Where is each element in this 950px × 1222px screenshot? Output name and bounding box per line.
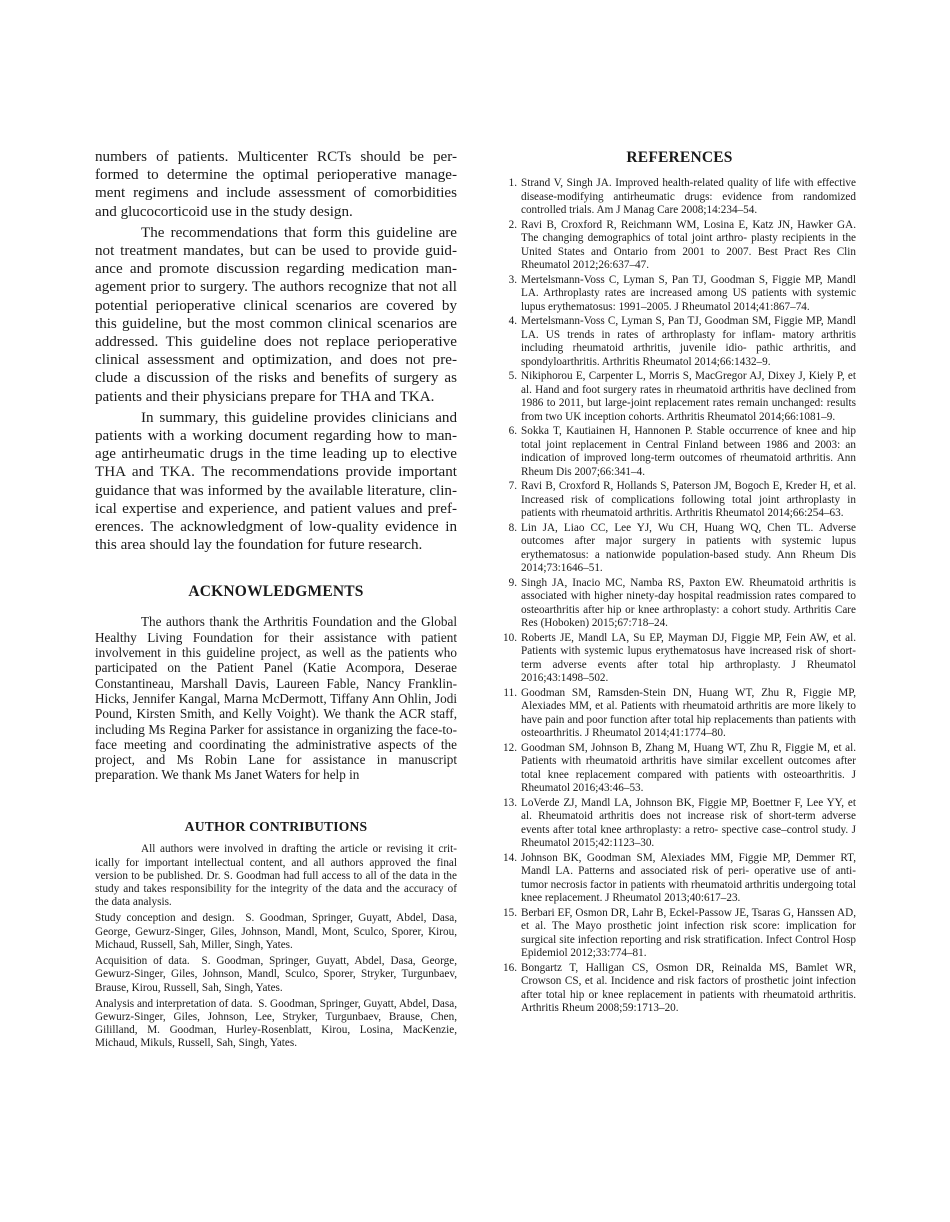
author-contributions-heading: AUTHOR CONTRIBUTIONS	[184, 819, 368, 835]
contribution-label: Study conception and design.	[95, 912, 235, 925]
reference-number: 1.	[508, 177, 517, 189]
reference-number: 10.	[503, 631, 517, 644]
body-paragraph-3: In summary, this guideline provides clinicians and patients with a working document regarding how to man- age antirheumatic drugs in the time leading up to elective THA and TKA. The recommendations provide important guidance that was informed by the available literature, clin- ical expertise and experience, and patient values and pref- erences. The acknowledgment of low-quality evidence in this area should lay the foundation for future research.	[95, 409, 457, 554]
reference-item	[503, 742, 856, 796]
contribution-names: S. Goodman, Springer, Guyatt, Abdel, Dasa, Gewurz-Singer, Giles, Johnson, Lee, Stryker, Turgunbaev, Brause, Chen, Gililland, M. Goodman, Hurley-Rosenblatt, Kirou, Losina, MacKenzie, Michaud, Mikuls, Russell, Sah, Singh, Yates.	[95, 997, 457, 1050]
reference-number: 8.	[508, 521, 517, 534]
right-column	[503, 148, 856, 1017]
reference-number: 13.	[503, 796, 517, 809]
reference-number: 14.	[503, 851, 517, 864]
reference-item	[503, 480, 856, 521]
reference-text: Roberts JE, Mandl LA, Su EP, Mayman DJ, Figgie MP, Fein AW, et al. Patients with systemic lupus erythematosus have increased risk of short-term adverse events after total hip arthroplasty. J Rheumatol 2016;43:1498–502.	[521, 631, 856, 684]
body-paragraph-2: The recommendations that form this guideline are not treatment mandates, but can be used to provide guid- ance and promote discussion regarding medication man- agement prior to surgery. The authors recognize that not all potential perioperative clinical scenarios are covered by this guideline, but the most common clinical scenarios are addressed. This guideline does not replace perioperative clinical assessment and optimization, and does not pre- clude a discussion of the risks and benefits of surgery as patients and their physicians prepare for THA and TKA.	[95, 224, 457, 405]
reference-text: Goodman SM, Ramsden-Stein DN, Huang WT, Zhu R, Figgie MP, Alexiades MM, et al. Patients with rheumatoid arthritis are more likely to have pain and poor function after total hip replacements than patients with osteoarthritis. J Rheumatol 2014;41:1774–80.	[521, 686, 856, 739]
reference-number: 6.	[508, 425, 517, 437]
reference-item	[503, 577, 856, 631]
reference-item	[503, 632, 856, 686]
reference-item	[503, 797, 856, 851]
reference-item	[503, 315, 856, 369]
contribution-item	[95, 912, 457, 952]
reference-number: 7.	[508, 480, 517, 492]
reference-number: 12.	[503, 741, 517, 754]
contribution-names: S. Goodman, Springer, Guyatt, Abdel, Dasa, George, Gewurz-Singer, Giles, Johnson, Mandl, Sculco, Sporer, Stryker, Turgunbaev, Brause, Kirou, Russell, Sah, Singh, Yates.	[95, 955, 458, 994]
reference-number: 5.	[508, 370, 517, 382]
reference-text: Bongartz T, Halligan CS, Osmon DR, Reinalda MS, Bamlet WR, Crowson CS, et al. Incidence and risk factors of prosthetic joint infection after total hip or knee replacement in patients with rheumatoid arthritis. Arthritis Rheum 2008;59:1713–20.	[521, 961, 856, 1014]
acknowledgments-text: The authors thank the Arthritis Foundation and the Global Healthy Living Foundation for their assistance with patient involvement in this guideline project, as well as the patients who participated on the Patient Panel (Katie Acompora, Deserae Constantineau, Marshall Davis, Laureen Fable, Nancy Franklin-Hicks, Jennifer Kangal, Marna McDermott, Tiffany Ann Ohlin, Jodi Pound, Kirsten Smith, and Kelly Voight). We thank the ACR staff, including Ms Regina Parker for assistance in organizing the face-to-face meeting and coordinating the administrative aspects of the project, and Ms Robin Lane for assistance in manuscript preparation. We thank Ms Janet Waters for help in	[95, 614, 457, 783]
reference-item	[503, 370, 856, 424]
reference-item	[503, 274, 856, 315]
body-paragraph-1: numbers of patients. Multicenter RCTs should be per- formed to determine the optimal perioperative manage- ment regimens and include assessment of comorbidities and glucocorticoid use in the study design.	[95, 149, 457, 220]
acknowledgments-heading: ACKNOWLEDGMENTS	[188, 583, 364, 601]
reference-item	[503, 425, 856, 479]
reference-item	[503, 219, 856, 273]
acknowledgments-section	[95, 614, 457, 796]
reference-number: 3.	[508, 273, 517, 286]
reference-text: Nikiphorou E, Carpenter L, Morris S, MacGregor AJ, Dixey J, Kiely P, et al. Hand and foot surgery rates in rheumatoid arthritis have declined from 1986 to 2011, but large-joint replacement rates remain unchanged: results from two UK inception cohorts. Arthritis Rheumatol 2014;66:1081–9.	[521, 370, 856, 423]
reference-number: 15.	[503, 906, 517, 919]
reference-list	[503, 177, 856, 1016]
reference-number: 4.	[508, 315, 517, 327]
reference-item	[503, 522, 856, 576]
contribution-item	[95, 955, 457, 995]
reference-item	[503, 177, 856, 218]
reference-number: 9.	[508, 576, 517, 589]
left-column	[95, 148, 457, 1051]
reference-number: 2.	[508, 218, 517, 231]
reference-text: Singh JA, Inacio MC, Namba RS, Paxton EW. Rheumatoid arthritis is associated with higher ninety-day hospital readmission rates compared to osteoarthritis after hip or knee arthroplasty: a cohort study. Arthritis Care Res (Hoboken) 2015;67:718–24.	[521, 576, 856, 629]
reference-item	[503, 852, 856, 906]
reference-text: Berbari EF, Osmon DR, Lahr B, Eckel-Passow JE, Tsaras G, Hanssen AD, et al. The Mayo prosthetic joint infection risk score: implication for surgical site infection reporting and risk stratification. Infect Control Hosp Epidemiol 2012;33:774–81.	[521, 906, 856, 959]
reference-text: Mertelsmann-Voss C, Lyman S, Pan TJ, Goodman S, Figgie MP, Mandl LA. Arthroplasty rates are increased among US patients with systemic lupus erythematosus: 1991–2005. J Rheumatol 2014;41:867–74.	[521, 273, 856, 313]
reference-number: 16.	[503, 961, 517, 974]
contribution-item	[95, 998, 457, 1051]
contribution-label: Analysis and interpretation of data.	[95, 997, 253, 1010]
reference-text: Mertelsmann-Voss C, Lyman S, Pan TJ, Goodman SM, Figgie MP, Mandl LA. US trends in rates of arthroplasty for inflam- matory arthritis including rheumatoid arthritis, juvenile idio- pathic arthritis, and spondyloarthritis. Arthritis Rheumatol 2014;66:1432–9.	[521, 315, 856, 368]
reference-text: Johnson BK, Goodman SM, Alexiades MM, Figgie MP, Demmer RT, Mandl LA. Patterns and associated risk of peri- operative use of anti-tumor necrosis factor in patients with rheumatoid arthritis undergoing total knee replacement. J Rheumatol 2013;40:617–23.	[521, 851, 856, 904]
reference-item	[503, 687, 856, 741]
reference-text: Ravi B, Croxford R, Hollands S, Paterson JM, Bogoch E, Kreder H, et al. Increased risk of complications following total joint arthroplasty in patients with rheumatoid arthritis. Arthritis Rheumatol 2014;66:254–63.	[521, 480, 856, 519]
reference-text: Goodman SM, Johnson B, Zhang M, Huang WT, Zhu R, Figgie M, et al. Patients with rheumatoid arthritis have similar excellent outcomes after total knee replacement compared with patients with osteoarthritis. J Rheumatol 2016;43:46–53.	[521, 741, 856, 794]
reference-text: Sokka T, Kautiainen H, Hannonen P. Stable occurrence of knee and hip total joint replacement in Central Finland between 1986 and 2003: an indication of improved long-term outcomes of rheumatoid arthritis. Ann Rheum Dis 2007;66:341–4.	[521, 425, 856, 478]
author-contributions-intro: All authors were involved in drafting the article or revising it crit- ically for important intellectual content, and all authors approved the final version to be published. Dr. S. Goodman had full access to all of the data in the study and takes responsibility for the integrity of the data and the accuracy of the data analysis.	[95, 843, 457, 909]
reference-item	[503, 962, 856, 1016]
reference-text: Strand V, Singh JA. Improved health-related quality of life with effective disease-modifying antirheumatic drugs: evidence from randomized controlled trials. Am J Manag Care 2008;14:234–54.	[521, 177, 856, 216]
contribution-names: S. Goodman, Springer, Guyatt, Abdel, Dasa, George, Gewurz-Singer, Giles, Johnson, Mandl, Mont, Sculco, Sporer, Kirou, Michaud, Russell, Sah, Miller, Singh, Yates.	[95, 912, 457, 951]
reference-text: Lin JA, Liao CC, Lee YJ, Wu CH, Huang WQ, Chen TL. Adverse outcomes after major surgery in patients with systemic lupus erythematosus: a nationwide population-based study. Ann Rheum Dis 2014;73:1646–51.	[521, 521, 856, 574]
references-heading: REFERENCES	[626, 149, 733, 166]
reference-item	[503, 907, 856, 961]
reference-text: LoVerde ZJ, Mandl LA, Johnson BK, Figgie MP, Boettner F, Lee YY, et al. Rheumatoid arthritis does not increase risk of short-term adverse events after total knee arthroplasty: a retro- spective case–control study. J Rheumatol 2015;42:1123–30.	[521, 796, 856, 849]
reference-number: 11.	[503, 686, 517, 699]
reference-text: Ravi B, Croxford R, Reichmann WM, Losina E, Katz JN, Hawker GA. The changing demographics of total joint arthro- plasty recipients in the United States and Ontario from 2001 to 2007. Best Pract Res Clin Rheumatol 2012;26:637–47.	[521, 218, 856, 271]
contribution-label: Acquisition of data.	[95, 955, 190, 968]
